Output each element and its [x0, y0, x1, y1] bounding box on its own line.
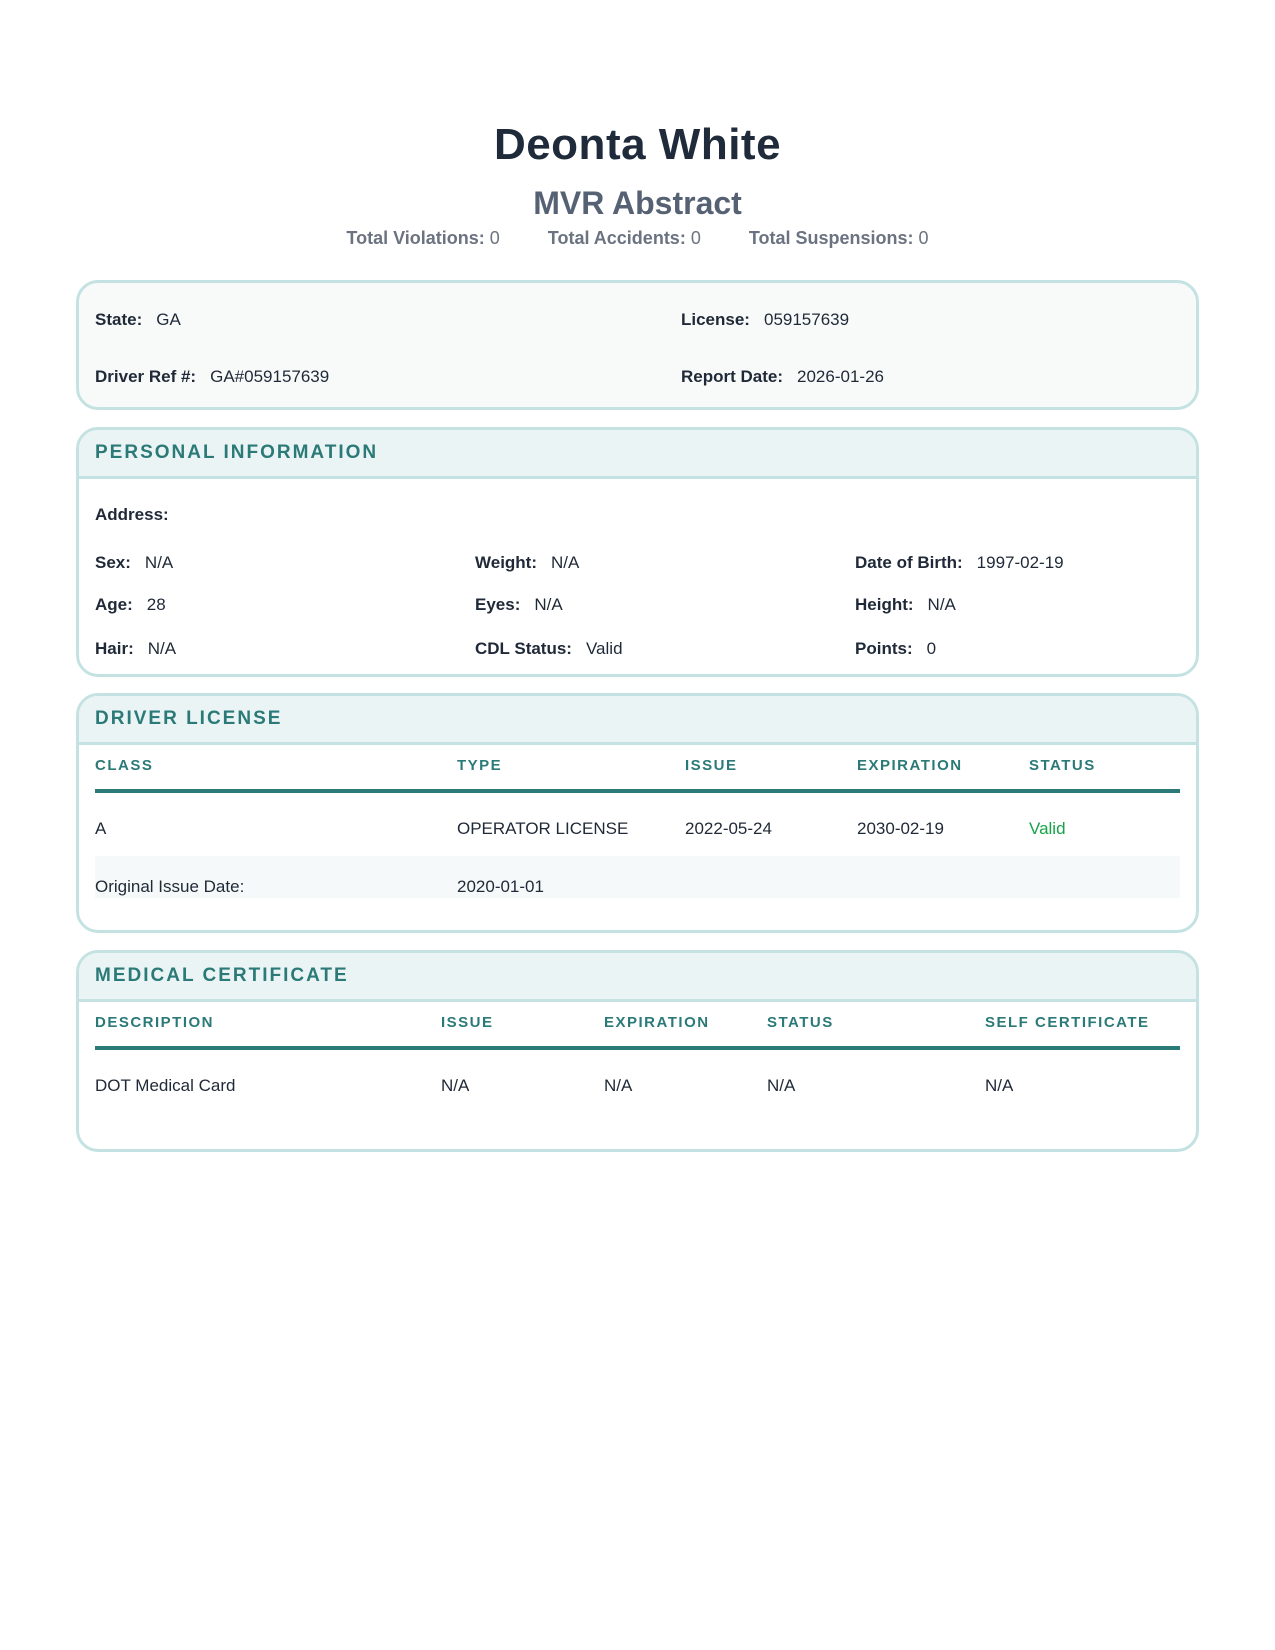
- medical-table-header: [95, 1002, 1180, 1050]
- total-suspensions: [749, 228, 929, 249]
- total-violations-value: 0: [489, 228, 500, 248]
- state-field: [95, 310, 181, 330]
- license-status: Valid: [1029, 819, 1066, 838]
- state-value: GA: [156, 310, 181, 329]
- sex-value: N/A: [144, 553, 174, 572]
- medical-expiration: N/A: [604, 1076, 633, 1095]
- weight-field: [475, 553, 579, 573]
- cdl-status-field: [475, 639, 623, 659]
- personal-information-heading: PERSONAL INFORMATION: [79, 430, 1196, 479]
- height-field: [855, 595, 956, 615]
- weight-label: Weight:: [475, 553, 538, 572]
- license-issue: 2022-05-24: [685, 819, 772, 838]
- points-label: Points:: [855, 639, 913, 658]
- totals-bar: [0, 228, 1275, 249]
- original-issue-row: [95, 856, 1180, 898]
- summary-card: [76, 280, 1199, 410]
- report-subtitle: MVR Abstract: [533, 185, 742, 221]
- license-value: 059157639: [763, 310, 850, 329]
- sex-field: [95, 553, 173, 573]
- column-status: STATUS: [767, 1014, 834, 1031]
- hair-value: N/A: [147, 639, 177, 658]
- medical-issue: N/A: [441, 1076, 470, 1095]
- age-value: 28: [146, 595, 166, 614]
- total-accidents-label: Total Accidents:: [547, 228, 686, 248]
- points-field: [855, 639, 936, 659]
- address-field: [95, 505, 183, 525]
- height-label: Height:: [855, 595, 914, 614]
- age-field: [95, 595, 166, 615]
- medical-certificate-heading: MEDICAL CERTIFICATE: [79, 953, 1196, 1002]
- column-class: CLASS: [95, 757, 154, 774]
- total-violations-label: Total Violations:: [346, 228, 485, 248]
- column-issue: ISSUE: [441, 1014, 494, 1031]
- total-suspensions-value: 0: [918, 228, 929, 248]
- driver-ref-field: [95, 367, 329, 387]
- total-violations: [346, 228, 499, 249]
- license-field: [681, 310, 849, 330]
- hair-field: [95, 639, 176, 659]
- dob-label: Date of Birth:: [855, 553, 963, 572]
- sex-label: Sex:: [95, 553, 131, 572]
- license-table-header: [95, 745, 1180, 793]
- report-date-field: [681, 367, 884, 387]
- address-label: Address:: [95, 505, 169, 524]
- cdl-status-value: Valid: [585, 639, 623, 658]
- hair-label: Hair:: [95, 639, 134, 658]
- column-expiration: EXPIRATION: [857, 757, 963, 774]
- dob-field: [855, 553, 1064, 573]
- license-type: OPERATOR LICENSE: [457, 819, 629, 838]
- driver-ref-value: GA#059157639: [210, 367, 330, 386]
- total-accidents-value: 0: [690, 228, 701, 248]
- eyes-value: N/A: [534, 595, 563, 614]
- medical-certificate-card: [76, 950, 1199, 1152]
- state-label: State:: [95, 310, 143, 329]
- medical-status: N/A: [767, 1076, 796, 1095]
- dob-value: 1997-02-19: [976, 553, 1064, 572]
- column-type: TYPE: [457, 757, 503, 774]
- driver-ref-label: Driver Ref #:: [95, 367, 197, 386]
- personal-information-card: [76, 427, 1199, 677]
- driver-license-card: [76, 693, 1199, 933]
- original-issue-label: Original Issue Date:: [95, 877, 245, 896]
- medical-self-certificate: N/A: [985, 1076, 1014, 1095]
- weight-value: N/A: [551, 553, 580, 572]
- license-label: License:: [681, 310, 750, 329]
- column-issue: ISSUE: [685, 757, 738, 774]
- column-status: STATUS: [1029, 757, 1096, 774]
- column-expiration: EXPIRATION: [604, 1014, 710, 1031]
- license-class: A: [95, 819, 107, 838]
- points-value: 0: [926, 639, 937, 658]
- eyes-field: [475, 595, 563, 615]
- total-suspensions-label: Total Suspensions:: [748, 228, 914, 248]
- medical-description: DOT Medical Card: [95, 1076, 236, 1095]
- total-accidents: [548, 228, 701, 249]
- driver-license-heading: DRIVER LICENSE: [79, 696, 1196, 745]
- report-date-label: Report Date:: [681, 367, 784, 386]
- original-issue-value: 2020-01-01: [457, 877, 544, 896]
- column-self-certificate: SELF CERTIFICATE: [985, 1014, 1150, 1031]
- age-label: Age:: [95, 595, 133, 614]
- report-date-value: 2026-01-26: [797, 367, 884, 386]
- column-description: DESCRIPTION: [95, 1014, 215, 1031]
- eyes-label: Eyes:: [475, 595, 521, 614]
- driver-name-title: Deonta White: [493, 120, 782, 169]
- cdl-status-label: CDL Status:: [475, 639, 572, 658]
- license-expiration: 2030-02-19: [857, 819, 944, 838]
- height-value: N/A: [927, 595, 956, 614]
